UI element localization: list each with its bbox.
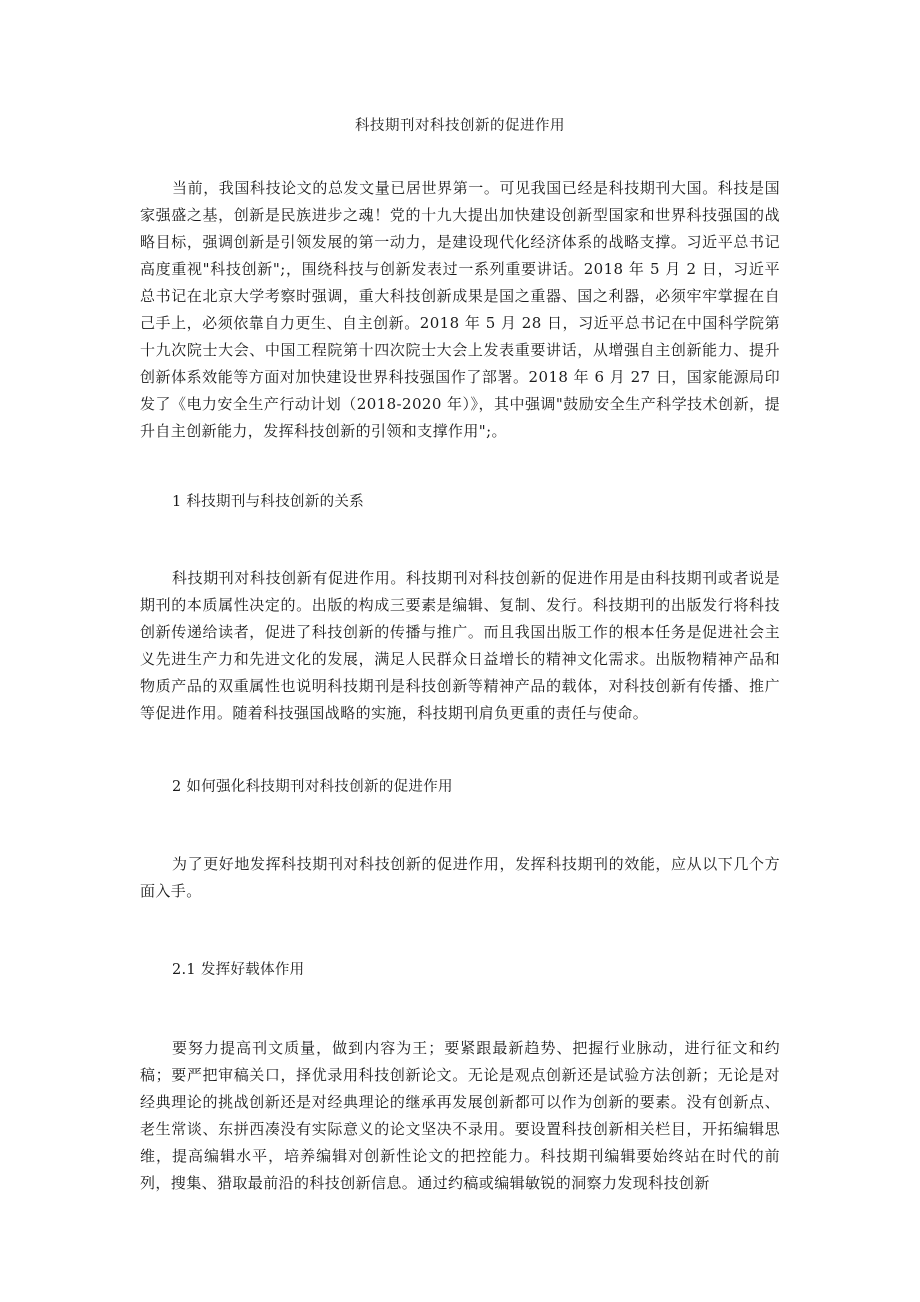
section-2-1-paragraph: 要努力提高刊文质量，做到内容为王；要紧跟最新趋势、把握行业脉动，进行征文和约稿；要严把审稿关口，择优录用科技创新论文。无论是观点创新还是试验方法创新；无论是对经典理论的挑战创新还是对经典理论的继承再发展创新都可以作为创新的要素。没有创新点、老生常谈、东拼西凑没有实际意义的论文坚决不录用。要设置科技创新相关栏目，开拓编辑思维，提高编辑水平，培养编辑对创新性论文的把控能力。科技期刊编辑要始终站在时代的前列，搜集、猎取最前沿的科技创新信息。通过约稿或编辑敏锐的洞察力发现科技创新 bbox=[140, 1039, 780, 1192]
section-2-1-heading: 2.1 发挥好载体作用 bbox=[172, 962, 305, 978]
document-title: 科技期刊对科技创新的促进作用 bbox=[355, 118, 565, 134]
section-2-heading: 2 如何强化科技期刊对科技创新的促进作用 bbox=[172, 779, 453, 795]
section-1-paragraph: 科技期刊对科技创新有促进作用。科技期刊对科技创新的促进作用是由科技期刊或者说是期刊的本质属性决定的。出版的构成三要素是编辑、复制、发行。科技期刊的出版发行将科技创新传递给读者，促进了科技创新的传播与推广。而且我国出版工作的根本任务是促进社会主义先进生产力和先进文化的发展，满足人民群众日益增长的精神文化需求。出版物精神产品和物质产品的双重属性也说明科技期刊是科技创新等精神产品的载体，对科技创新有传播、推广等促进作用。随着科技强国战略的实施，科技期刊肩负更重的责任与使命。 bbox=[140, 569, 780, 722]
intro-paragraph: 当前，我国科技论文的总发文量已居世界第一。可见我国已经是科技期刊大国。科技是国家强盛之基，创新是民族进步之魂！党的十九大提出加快建设创新型国家和世界科技强国的战略目标，强调创新是引领发展的第一动力，是建设现代化经济体系的战略支撑。习近平总书记高度重视"科技创新";，围绕科技与创新发表过一系列重要讲话。2018 年 5 月 2 日，习近平总书记在北京大学考察时强调，重大科技创新成果是国之重器、国之利器，必须牢牢掌握在自己手上，必须依靠自力更生、自主创新。2018 年 5 月 28 日，习近平总书记在中国科学院第十九次院士大会、中国工程院第十四次院士大会上发表重要讲话，从增强自主创新能力、提升创新体系效能等方面对加快建设世界科技强国作了部署。2018 年 6 月 27 日，国家能源局印发了《电力安全生产行动计划（2018-2020 年）》，其中强调"鼓励安全生产科学技术创新，提升自主创新能力，发挥科技创新的引领和支撑作用";。 bbox=[140, 179, 780, 440]
section-1-heading: 1 科技期刊与科技创新的关系 bbox=[172, 494, 365, 510]
section-2-paragraph: 为了更好地发挥科技期刊对科技创新的促进作用，发挥科技期刊的效能，应从以下几个方面入手。 bbox=[140, 855, 780, 900]
